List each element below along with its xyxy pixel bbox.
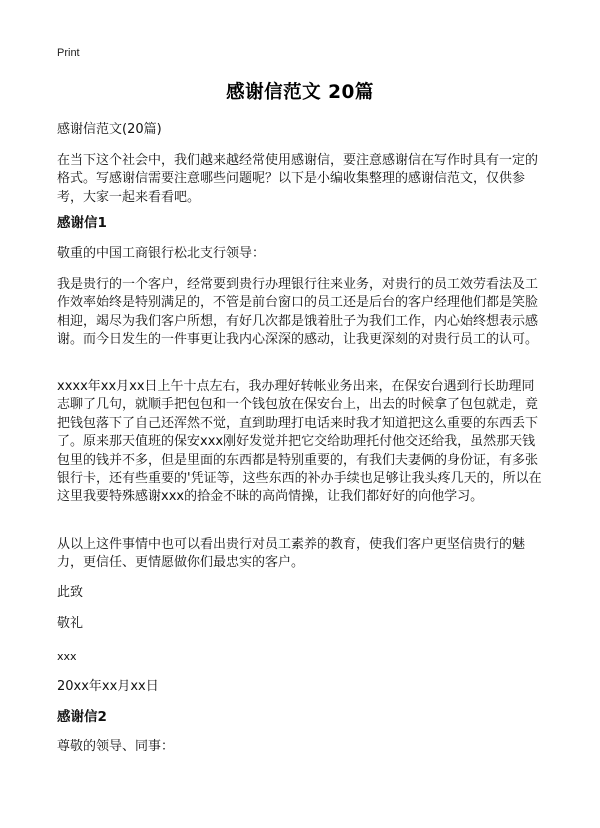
letter1-paragraph-3: 从以上这件事情中也可以看出贵行对员工素养的教育，使我们客户更坚信贵行的魅力，更信任、更情愿做你们最忠实的客户。 <box>57 537 526 571</box>
print-label: Print <box>57 47 80 59</box>
letter1-heading: 感谢信1 <box>57 215 107 231</box>
document-subtitle: 感谢信范文(20篇) <box>57 122 162 137</box>
letter1-closing-1: 此致 <box>57 585 84 600</box>
intro-paragraph: 在当下这个社会中，我们越来越经常使用感谢信，要注意感谢信在写作时具有一定的格式。写感谢信需要注意哪些问题呢？以下是小编收集整理的感谢信范文，仅供参考，大家一起来看看吧。 <box>57 153 539 205</box>
letter1-paragraph-2: xxxx年xx月xx日上午十点左右，我办理好转帐业务出来，在保安台遇到行长助理同志聊了几句，就顺手把包包和一个钱包放在保安台上，出去的时候拿了包包就走，竟把钱包落下了自己还浑然不觉，直到助理打电话来时我才知道把这么重要的东西丢下了。原来那天值班的保安xxx刚好发觉并把它交给助理托付他交还给我，虽然那天钱包里的钱并不多，但是里面的东西都是特别重要的，有我们夫妻俩的身份证，有多张银行卡，还有些重要的'凭证等，这些东西的补办手续也足够让我头疼几天的，所以在这里我要特殊感谢xxx的拾金不昧的高尚情操，让我们都好好的向他学习。 <box>57 379 542 505</box>
letter1-salutation: 敬重的中国工商银行松北支行领导： <box>57 246 266 261</box>
letter1-date: 20xx年xx月xx日 <box>57 679 159 694</box>
letter1-paragraph-1: 我是贵行的一个客户，经常要到贵行办理银行往来业务，对贵行的员工效劳看法及工作效率始终是特别满足的，不管是前台窗口的员工还是后台的客户经理他们都是笑脸相迎，竭尽为我们客户所想，有好几次都是饿着肚子为我们工作，内心始终想表示感谢。而今日发生的一件事更让我内心深深的感动，让我更深刻的对贵行员工的认可。 <box>57 277 539 348</box>
page-title: 感谢信范文 20篇 <box>226 82 374 103</box>
letter2-heading: 感谢信2 <box>57 709 107 725</box>
letter1-signature: xxx <box>57 650 77 663</box>
letter1-closing-2: 敬礼 <box>57 616 84 631</box>
letter2-salutation: 尊敬的领导、同事： <box>57 739 175 754</box>
